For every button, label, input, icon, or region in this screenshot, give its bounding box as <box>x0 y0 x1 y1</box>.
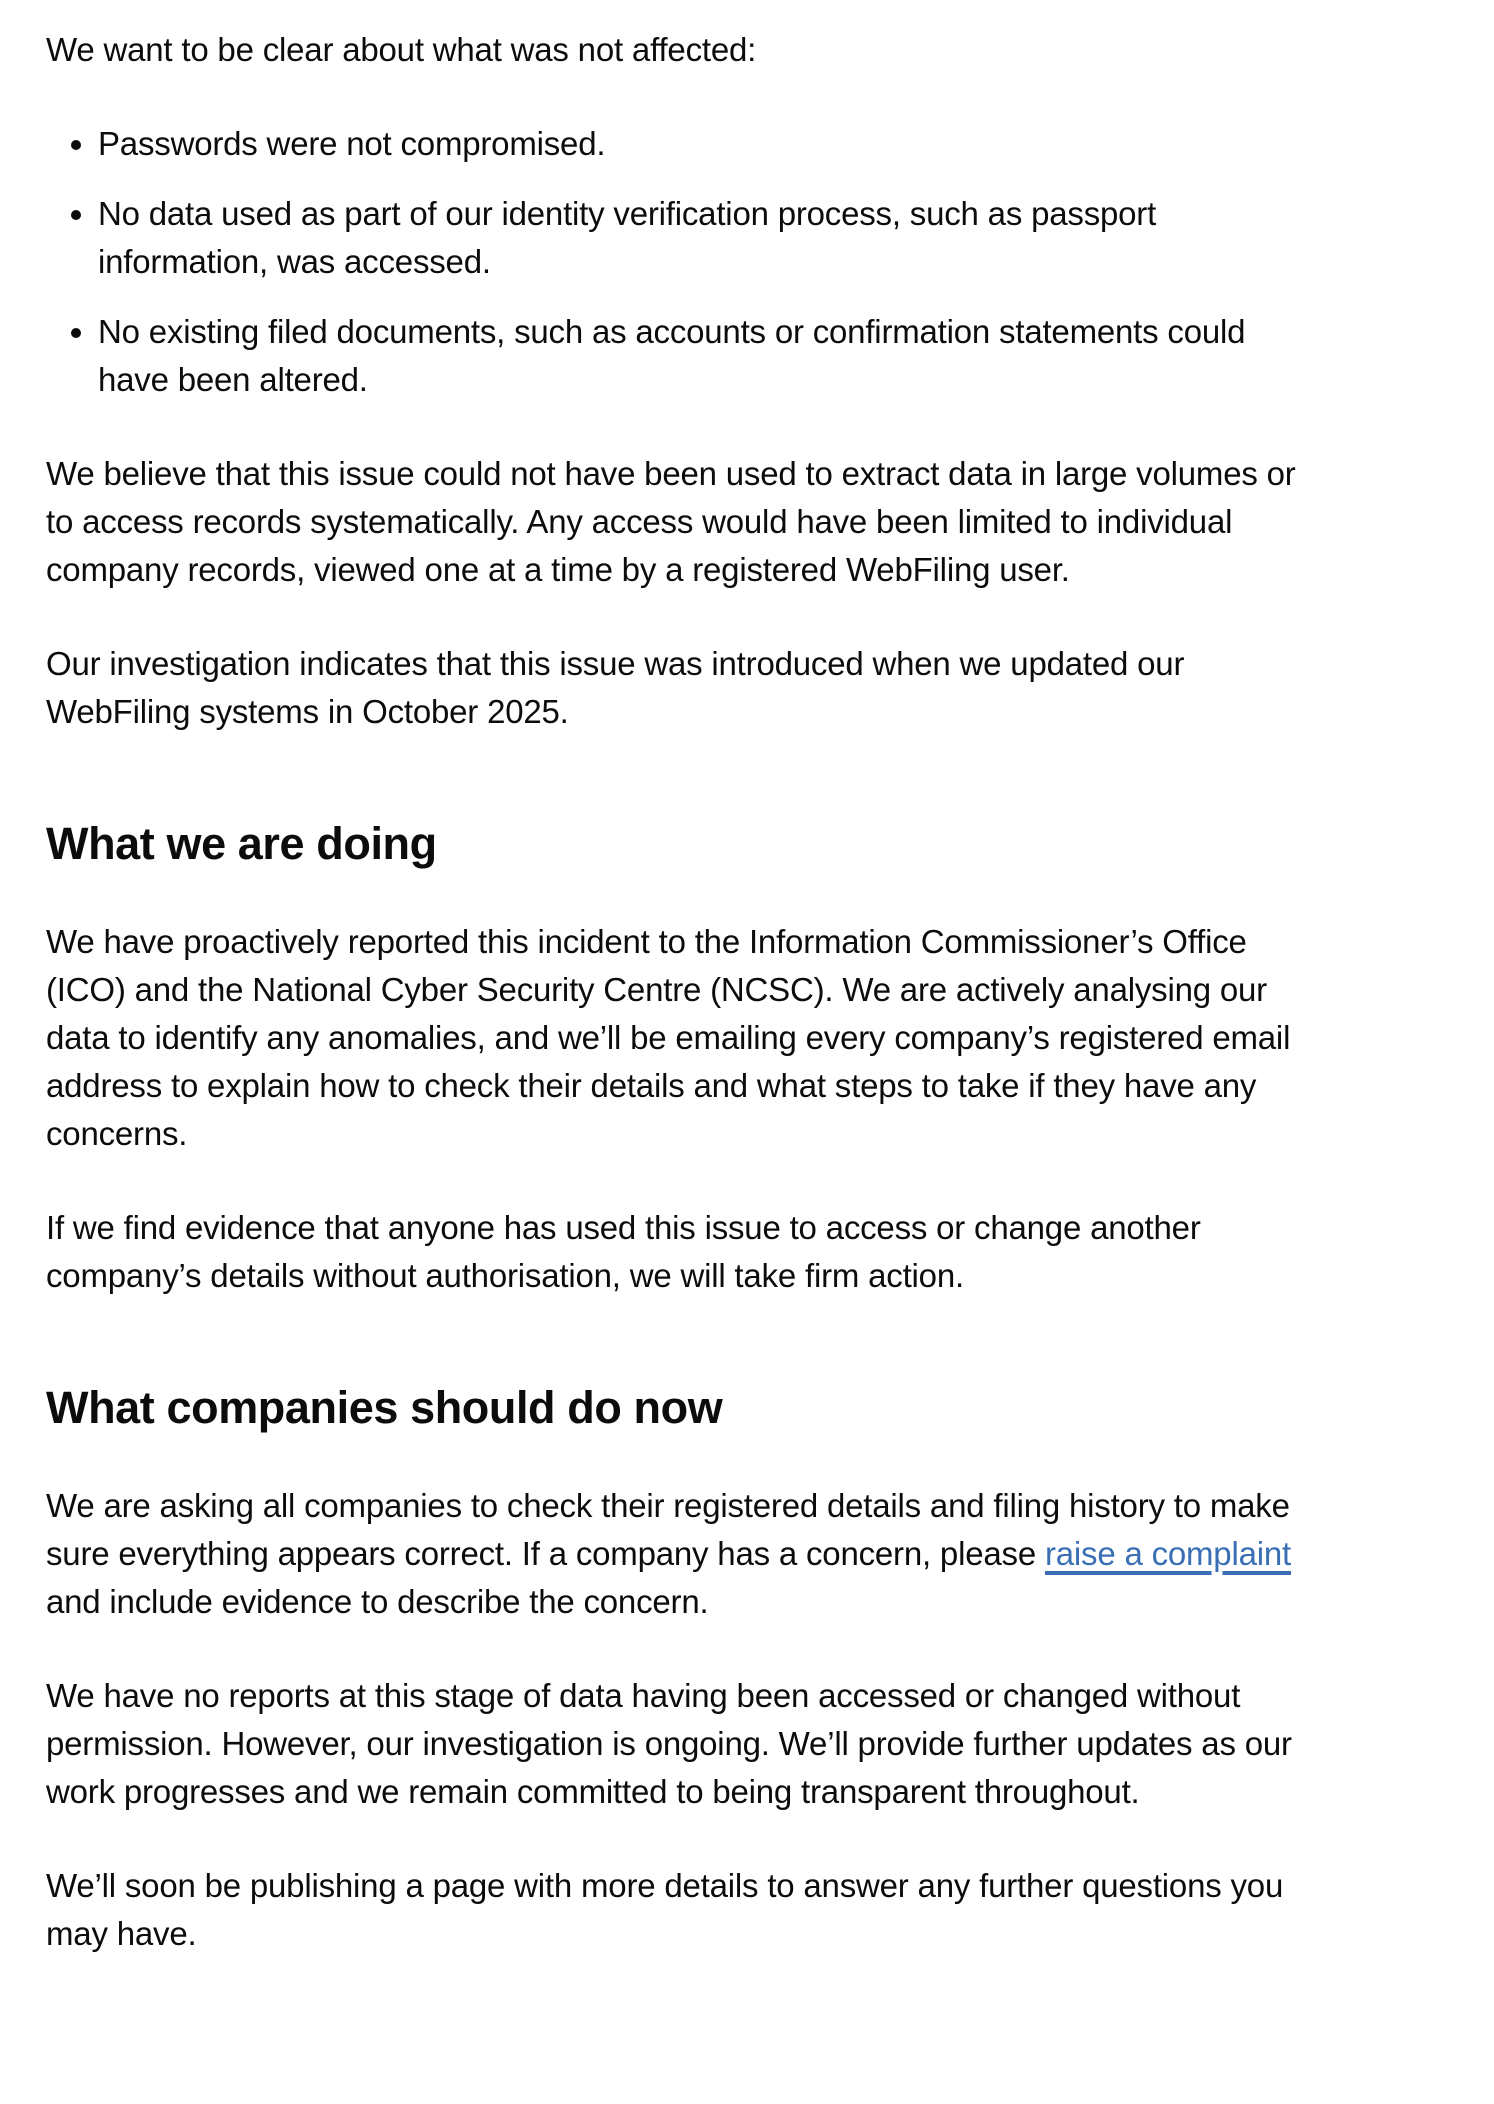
list-item: • Passwords were not compromised. <box>98 120 1318 168</box>
section-heading-what-we-are-doing: What we are doing <box>46 818 437 869</box>
paragraph-check-details <box>46 1482 1318 1626</box>
section-heading-what-companies-should-do: What companies should do now <box>46 1382 723 1433</box>
check-details-text-after-link: and include evidence to describe the concern. <box>46 1583 709 1620</box>
paragraph-reported-ico-ncsc: We have proactively reported this incident to the Information Commissioner’s Office (ICO) and the National Cyber Security Centre (NCSC). We are actively analysing our data to identify any anomalies, and we’ll be emailing every company’s registered email address to explain how to check their details and what steps to take if they have any concerns. <box>46 923 1291 1152</box>
list-item: • No existing filed documents, such as accounts or confirmation statements could have been altered. <box>98 308 1318 404</box>
paragraph-firm-action: If we find evidence that anyone has used this issue to access or change another company’s details without authorisation, we will take firm action. <box>46 1209 1201 1294</box>
raise-a-complaint-link[interactable]: raise a complaint <box>1044 1535 1292 1572</box>
paragraph-extract-limits: We believe that this issue could not have been used to extract data in large volumes or to access records systematically. Any access would have been limited to individual company records, viewed one at a time by a registered WebFiling user. <box>46 455 1296 588</box>
paragraph-investigation-origin: Our investigation indicates that this issue was introduced when we updated our WebFiling systems in October 2025. <box>46 645 1185 730</box>
paragraph-publishing-page: We’ll soon be publishing a page with more details to answer any further questions you may have. <box>46 1867 1284 1952</box>
not-affected-list <box>46 120 1318 404</box>
list-item: • No data used as part of our identity verification process, such as passport information, was accessed. <box>98 190 1318 286</box>
paragraph-no-reports: We have no reports at this stage of data having been accessed or changed without permission. However, our investigation is ongoing. We’ll provide further updates as our work progresses and we remain committed to being transparent throughout. <box>46 1677 1292 1810</box>
check-details-text-before-link: We are asking all companies to check their registered details and filing history to make sure everything appears correct. If a company has a concern, please <box>46 1487 1290 1572</box>
intro-paragraph: We want to be clear about what was not affected: <box>46 31 757 68</box>
